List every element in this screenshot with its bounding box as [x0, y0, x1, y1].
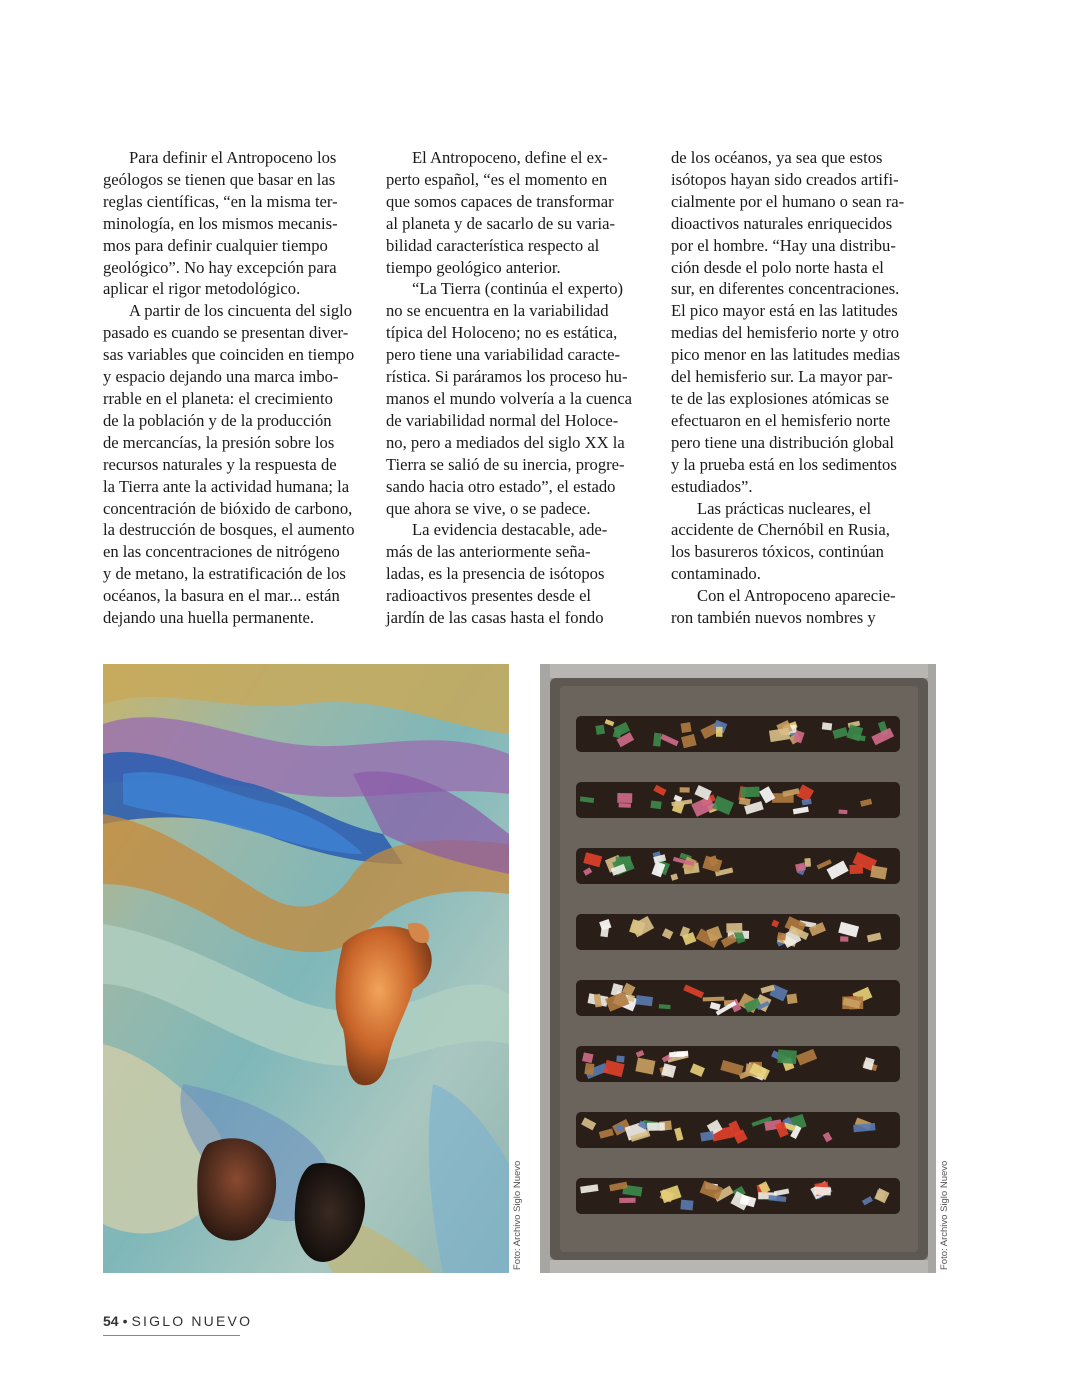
paragraph: [671, 585, 933, 629]
text-line: efectuaron en el hemisferio norte: [671, 410, 891, 430]
text-line: Tierra se salió de su inercia, progre-: [386, 454, 625, 474]
debris-piece: [584, 1063, 594, 1075]
text-column-3: [671, 147, 933, 629]
oil-slick-image: [103, 664, 509, 1273]
text-line: en las concentraciones de nitrógeno: [103, 542, 340, 562]
text-line: cialmente por el humano o sean ra-: [671, 191, 905, 211]
text-column-2: [386, 147, 648, 629]
text-line: tiempo geológico anterior.: [386, 257, 561, 277]
text-line: “La Tierra (continúa el experto): [412, 279, 624, 299]
text-line: geólogos se tienen que basar en las: [103, 169, 336, 189]
text-line: isótopos hayan sido creados artifi-: [671, 169, 899, 189]
text-line: y la prueba está en los sedimentos: [671, 454, 897, 474]
text-line: El pico mayor está en las latitudes: [671, 301, 898, 321]
text-line: rrable en el planeta: el crecimiento: [103, 388, 333, 408]
debris-piece: [840, 936, 848, 941]
paragraph: [103, 300, 365, 629]
text-line: rística. Si paráramos los proceso hu-: [386, 367, 628, 387]
text-line: minología, en los mismos mecanis-: [103, 213, 338, 233]
text-line: contaminado.: [671, 564, 761, 584]
paragraph: [386, 147, 648, 278]
debris-piece: [647, 1122, 665, 1130]
debris-piece: [680, 787, 690, 792]
photo-oil-slick-rocks: [103, 664, 509, 1273]
paragraph: [103, 147, 365, 300]
text-line: de mercancías, la presión sobre los: [103, 432, 335, 452]
text-line: Las prácticas nucleares, el: [697, 498, 872, 518]
debris-piece: [680, 1200, 693, 1211]
text-line: reglas científicas, “en la misma ter-: [103, 191, 338, 211]
text-line: sando hacia otro estado”, el estado: [386, 476, 616, 496]
photo-drain-grate-trash: [540, 664, 936, 1273]
debris-piece: [616, 1055, 624, 1062]
text-line: accidente de Chernóbil en Rusia,: [671, 520, 890, 540]
grate-slot: [576, 1046, 900, 1082]
text-line: y espacio dejando una marca imbo-: [103, 367, 339, 387]
debris-piece: [822, 722, 832, 730]
text-line: más de las anteriormente seña-: [386, 542, 591, 562]
paragraph: [671, 498, 933, 586]
text-line: de los océanos, ya sea que estos: [671, 148, 883, 167]
text-line: no se encuentra en la variabilidad: [386, 301, 609, 321]
text-line: por el hombre. “Hay una distribu-: [671, 235, 896, 255]
debris-piece: [703, 997, 725, 1002]
debris-piece: [619, 1198, 635, 1203]
drain-grate-image: [540, 664, 936, 1273]
text-line: pero tiene una distribución global: [671, 432, 895, 452]
text-line: los basureros tóxicos, continúan: [671, 542, 884, 562]
text-line: te de las explosiones atómicas se: [671, 388, 889, 408]
text-line: Con el Antropoceno aparecie-: [697, 586, 896, 606]
debris-piece: [681, 722, 692, 733]
debris-piece: [726, 923, 742, 933]
debris-piece: [617, 793, 632, 803]
text-line: La evidencia destacable, ade-: [412, 520, 608, 540]
folio-separator: •: [122, 1313, 128, 1329]
text-line: dejando una huella permanente.: [103, 608, 315, 628]
text-line: al planeta y de sacarlo de su varia-: [386, 213, 615, 233]
text-line: que ahora se vive, o se padece.: [386, 498, 591, 518]
text-line: típica del Holoceno; no es estática,: [386, 323, 618, 343]
debris-piece: [716, 727, 723, 737]
text-line: del hemisferio sur. La mayor par-: [671, 367, 893, 387]
text-line: de la población y de la producción: [103, 410, 332, 430]
text-line: recursos naturales y la respuesta de: [103, 454, 337, 474]
page-number: 54: [103, 1313, 119, 1329]
text-line: El Antropoceno, define el ex-: [412, 148, 608, 167]
text-line: perto español, “es el momento en: [386, 169, 608, 189]
magazine-name: SIGLO NUEVO: [131, 1313, 253, 1329]
text-line: dioactivos naturales enriquecidos: [671, 213, 893, 233]
text-line: aplicar el rigor metodológico.: [103, 279, 301, 299]
text-line: estudiados”.: [671, 476, 753, 496]
text-line: bilidad característica respecto al: [386, 235, 600, 255]
text-line: ción desde el polo norte hasta el: [671, 257, 884, 277]
text-column-1: [103, 147, 365, 629]
text-line: medias del hemisferio norte y otro: [671, 323, 900, 343]
text-line: la destrucción de bosques, el aumento: [103, 520, 355, 540]
debris-piece: [786, 993, 797, 1004]
text-line: océanos, la basura en el mar... están: [103, 586, 340, 606]
text-line: pasado es cuando se presentan diver-: [103, 323, 349, 343]
debris-piece: [777, 1049, 796, 1064]
text-line: mos para definir cualquier tiempo: [103, 235, 328, 255]
text-line: y de metano, la estratificación de los: [103, 564, 346, 584]
debris-piece: [814, 1187, 831, 1196]
text-line: la Tierra ante la actividad humana; la: [103, 476, 350, 496]
text-line: pico menor en las latitudes medias: [671, 345, 901, 365]
page-folio: [103, 1313, 252, 1329]
paragraph: [386, 519, 648, 629]
text-line: pero tiene una variabilidad caracte-: [386, 345, 621, 365]
photo-credit-grate: Foto: Archivo Siglo Nuevo: [939, 1160, 950, 1270]
debris-piece: [839, 810, 848, 815]
debris-piece: [653, 733, 662, 747]
paragraph: [386, 278, 648, 519]
text-line: de variabilidad normal del Holoce-: [386, 410, 619, 430]
text-line: jardín de las casas hasta el fondo: [386, 608, 604, 628]
photo-credit-oil: Foto: Archivo Siglo Nuevo: [512, 1160, 523, 1270]
debris-piece: [659, 1004, 671, 1009]
text-line: ron también nuevos nombres y: [671, 608, 876, 628]
debris-piece: [804, 858, 811, 867]
debris-piece: [619, 803, 631, 808]
text-line: Para definir el Antropoceno los: [129, 148, 337, 167]
text-line: que somos capaces de transformar: [386, 191, 614, 211]
text-line: no, pero a mediados del siglo XX la: [386, 432, 625, 452]
debris-piece: [595, 725, 605, 735]
text-line: manos el mundo volvería a la cuenca: [386, 388, 633, 408]
text-line: sur, en diferentes concentraciones.: [671, 279, 900, 299]
debris-piece: [740, 787, 759, 798]
text-line: geológico”. No hay excepción para: [103, 257, 337, 277]
text-line: concentración de bióxido de carbono,: [103, 498, 353, 518]
debris-piece: [650, 800, 661, 809]
text-line: radioactivos presentes desde el: [386, 586, 592, 606]
folio-rule: [103, 1335, 240, 1336]
text-line: A partir de los cincuenta del siglo: [129, 301, 353, 321]
text-line: sas variables que coinciden en tiempo: [103, 345, 355, 365]
text-line: ladas, es la presencia de isótopos: [386, 564, 605, 584]
paragraph: [671, 147, 933, 498]
